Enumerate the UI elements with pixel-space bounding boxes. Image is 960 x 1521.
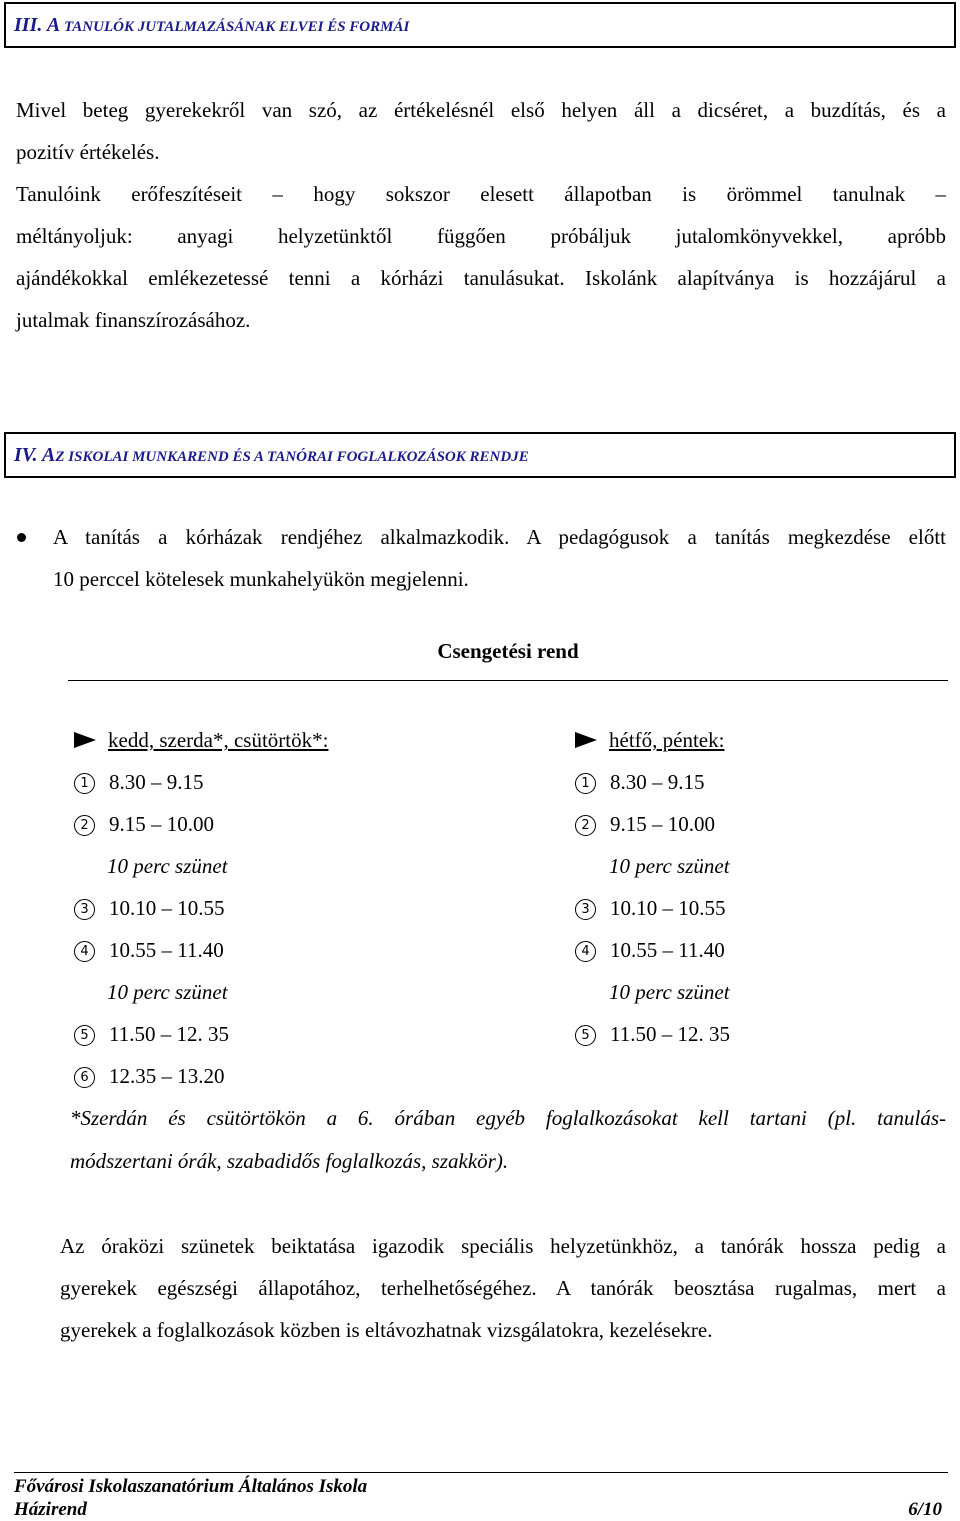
schedule-time: 11.50 – 12. 35 xyxy=(109,1022,229,1046)
schedule-row xyxy=(74,811,214,837)
circled-number-icon: 2 xyxy=(74,815,95,836)
footer-divider xyxy=(14,1472,948,1473)
bullet-line: 10 perccel kötelesek munkahelyükön megjelenni. xyxy=(53,567,469,591)
schedule-row xyxy=(575,769,705,795)
section-4-number: IV. xyxy=(14,444,38,466)
circled-number-icon: 1 xyxy=(74,773,95,794)
schedule-row xyxy=(575,1021,730,1047)
schedule-break: 10 perc szünet xyxy=(107,980,228,1004)
closing-paragraph-line: gyerekek a foglalkozások közben is eltávozhatnak vizsgálatokra, kezelésekre. xyxy=(60,1318,713,1342)
arrow-right-icon xyxy=(74,732,96,748)
schedule-time: 10.55 – 11.40 xyxy=(610,938,725,962)
paragraph-line: jutalmak finanszírozásához. xyxy=(16,308,251,332)
circled-number-icon: 4 xyxy=(74,941,95,962)
bullet-icon xyxy=(17,533,26,542)
schedule-row xyxy=(575,937,725,963)
section-4-title-rest: Z ISKOLAI MUNKAREND ÉS A TANÓRAI FOGLALKOZÁSOK RENDJE xyxy=(55,449,529,465)
schedule-time: 10.10 – 10.55 xyxy=(109,896,225,920)
schedule-row xyxy=(74,769,204,795)
circled-number-icon: 6 xyxy=(74,1067,95,1088)
footer-page-number: 6/10 xyxy=(908,1499,942,1520)
schedule-time: 9.15 – 10.00 xyxy=(610,812,715,836)
schedule-note-line: módszertani órák, szabadidős foglalkozás, szakkör). xyxy=(70,1149,509,1173)
schedule-right-header xyxy=(575,727,724,753)
schedule-time: 12.35 – 13.20 xyxy=(109,1064,225,1088)
footer-document-name: Házirend xyxy=(14,1499,87,1520)
schedule-break: 10 perc szünet xyxy=(609,854,730,878)
bullet-line: A tanítás a kórházak rendjéhez alkalmazkodik. A pedagógusok a tanítás megkezdése előtt xyxy=(53,525,946,549)
circled-number-icon: 3 xyxy=(74,899,95,920)
section-3-number: III. xyxy=(14,14,43,36)
schedule-divider xyxy=(68,680,948,681)
schedule-title: Csengetési rend xyxy=(437,639,579,663)
footer-school: Fővárosi Iskolaszanatórium Általános Iskola xyxy=(14,1476,368,1497)
circled-number-icon: 3 xyxy=(575,899,596,920)
paragraph-line: Tanulóink erőfeszítéseit – hogy sokszor elesett állapotban is örömmel tanulnak – xyxy=(16,182,946,206)
section-4-title-cap: A xyxy=(42,444,56,466)
schedule-break: 10 perc szünet xyxy=(609,980,730,1004)
schedule-time: 8.30 – 9.15 xyxy=(610,770,705,794)
circled-number-icon: 4 xyxy=(575,941,596,962)
schedule-right-header-label: hétfő, péntek: xyxy=(609,728,725,752)
schedule-time: 10.55 – 11.40 xyxy=(109,938,224,962)
paragraph-line: Mivel beteg gyerekekről van szó, az értékelésnél első helyen áll a dicséret, a buzdítás, és a xyxy=(16,98,946,122)
circled-number-icon: 5 xyxy=(575,1025,596,1046)
schedule-left-header xyxy=(74,727,328,753)
closing-paragraph-line: gyerekek egészségi állapotához, terhelhetőségéhez. A tanórák beosztása rugalmas, mert a xyxy=(60,1276,946,1300)
circled-number-icon: 2 xyxy=(575,815,596,836)
paragraph-line: pozitív értékelés. xyxy=(16,140,160,164)
paragraph-line: ajándékokkal emlékezetessé tenni a kórházi tanulásukat. Iskolánk alapítványa is hozzájárul a xyxy=(16,266,946,290)
section-3-title-rest: TANULÓK JUTALMAZÁSÁNAK ELVEI ÉS FORMÁI xyxy=(60,19,410,35)
schedule-row xyxy=(74,937,224,963)
schedule-time: 8.30 – 9.15 xyxy=(109,770,204,794)
arrow-right-icon xyxy=(575,732,597,748)
paragraph-line: méltányoljuk: anyagi helyzetünktől függően próbáljuk jutalomkönyvekkel, apróbb xyxy=(16,224,946,248)
section-3-title xyxy=(14,14,409,37)
schedule-break: 10 perc szünet xyxy=(107,854,228,878)
schedule-row xyxy=(575,895,726,921)
schedule-row xyxy=(575,811,715,837)
circled-number-icon: 1 xyxy=(575,773,596,794)
schedule-left-header-label: kedd, szerda*, csütörtök*: xyxy=(108,728,329,752)
schedule-time: 10.10 – 10.55 xyxy=(610,896,726,920)
schedule-row xyxy=(74,895,225,921)
schedule-time: 11.50 – 12. 35 xyxy=(610,1022,730,1046)
schedule-row xyxy=(74,1021,229,1047)
section-4-heading-box xyxy=(4,432,956,478)
closing-paragraph-line: Az óraközi szünetek beiktatása igazodik speciális helyzetünkhöz, a tanórák hossza pedig a xyxy=(60,1234,946,1258)
schedule-row xyxy=(74,1063,225,1089)
section-3-heading-box xyxy=(4,2,956,48)
schedule-note-line: *Szerdán és csütörtökön a 6. órában egyéb foglalkozásokat kell tartani (pl. tanulás- xyxy=(70,1106,946,1130)
section-3-title-cap: A xyxy=(46,14,61,36)
circled-number-icon: 5 xyxy=(74,1025,95,1046)
section-4-title xyxy=(14,444,529,467)
schedule-time: 9.15 – 10.00 xyxy=(109,812,214,836)
